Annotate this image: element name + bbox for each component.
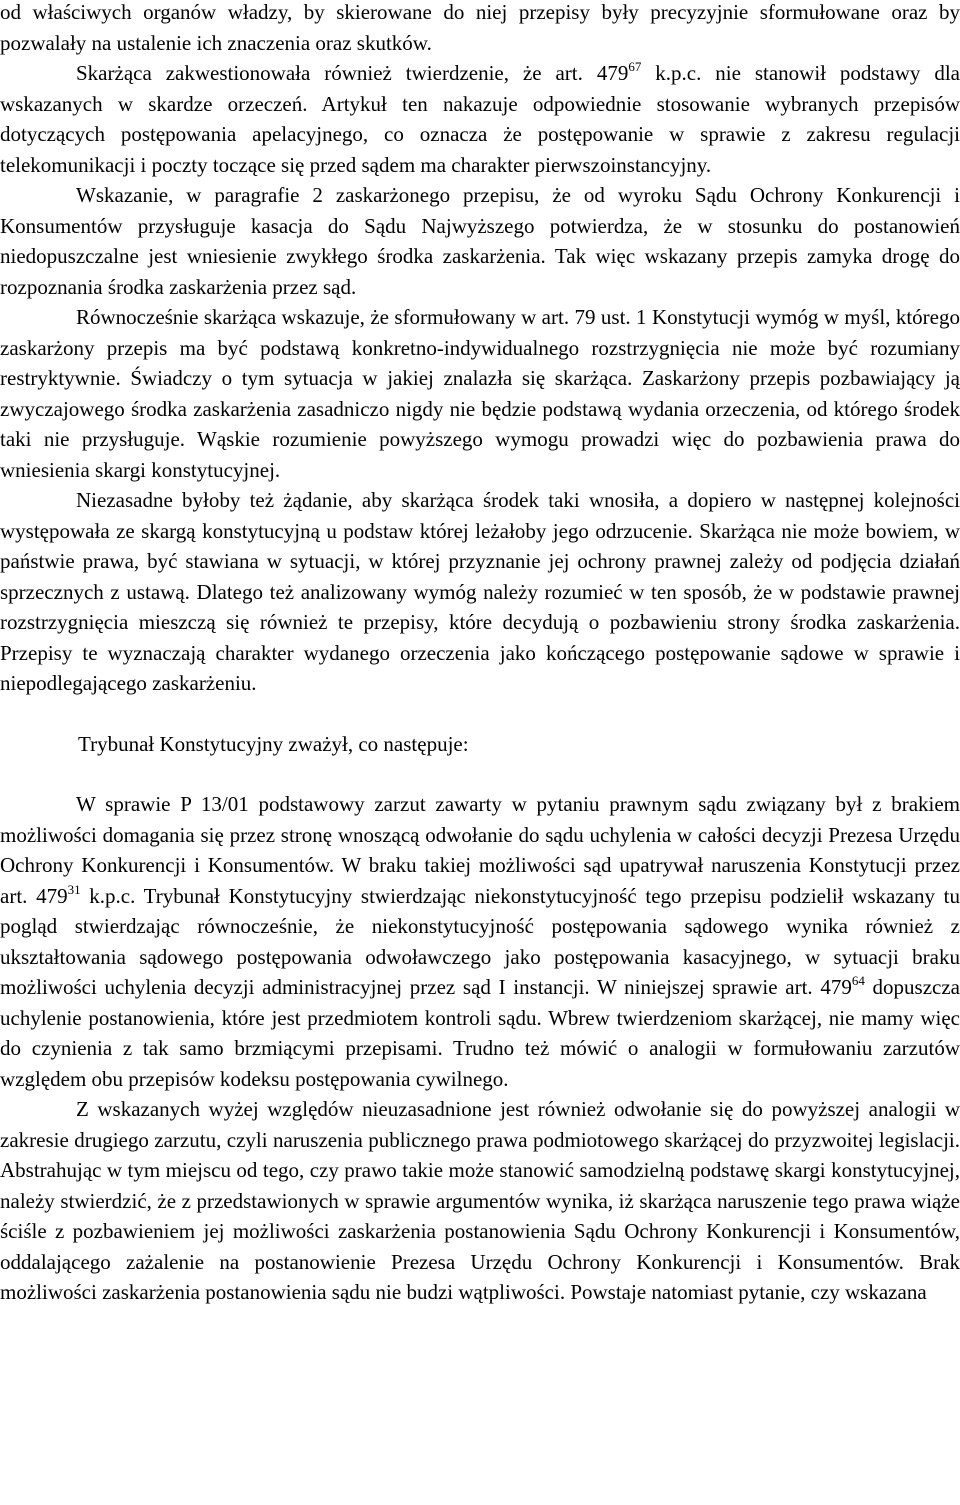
paragraph-7 xyxy=(0,1094,960,1308)
paragraph-1-text: od właściwych organów władzy, by skierowane do niej przepisy były precyzyjnie sformułowane oraz by pozwalały na ustalenie ich znaczenia oraz skutków. xyxy=(0,0,960,55)
paragraph-5-text: Niezasadne byłoby też żądanie, aby skarżąca środek taki wnosiła, a dopiero w następnej kolejności występowała ze skargą konstytucyjną u podstaw której leżałoby jego odrzucenie. Skarżąca nie może bowiem, w państwie prawa, być stawiana w sytuacji, w której przyznanie jej ochrony prawnej zależy od podjęcia działań sprzecznych z ustawą. Dlatego też analizowany wymóg należy rozumieć w ten sposób, że w podstawie prawnej rozstrzygnięcia mieszczą się również te przepisy, które decydują o pozbawieniu strony środka zaskarżenia. Przepisy te wyznaczają charakter wydanego orzeczenia jako kończącego postępowanie sądowe w sprawie i niepodlegającego zaskarżeniu. xyxy=(0,488,960,695)
paragraph-4 xyxy=(0,302,960,485)
paragraph-2 xyxy=(0,58,960,180)
blank-line xyxy=(0,699,960,729)
blank-line xyxy=(0,759,960,789)
paragraph-5 xyxy=(0,485,960,699)
paragraph-1 xyxy=(0,0,960,58)
paragraph-6-text-b: k.p.c. Trybunał Konstytucyjny stwierdzając niekonstytucyjność tego przepisu podzielił wskazany tu pogląd stwierdzając równocześnie, że niekonstytucyjność postępowania sądowego wynika również z ukształtowania sądowego postępowania odwoławczego jako postępowania kasacyjnego, w sytuacji braku możliwości uchylenia decyzji administracyjnej przez sąd I instancji. W niniejszej sprawie art. 479 xyxy=(0,883,960,999)
paragraph-3-text: Wskazanie, w paragrafie 2 zaskarżonego przepisu, że od wyroku Sądu Ochrony Konkurencji i Konsumentów przysługuje kasacja do Sądu Najwyższego potwierdza, że w stosunku do postanowień niedopuszczalne jest wniesienie zwykłego środka zaskarżenia. Tak więc wskazany przepis zamyka drogę do rozpoznania środka zaskarżenia przez sąd. xyxy=(0,183,960,299)
paragraph-6 xyxy=(0,789,960,1094)
superscript-64: 64 xyxy=(851,973,865,988)
paragraph-3 xyxy=(0,180,960,302)
paragraph-7-text: Z wskazanych wyżej względów nieuzasadnione jest również odwołanie się do powyższej analogii w zakresie drugiego zarzutu, czyli naruszenia publicznego prawa podmiotowego skarżącej do przyzwoitej legislacji. Abstrahując w tym miejscu od tego, czy prawo takie może stanowić samodzielną podstawę skargi konstytucyjnej, należy stwierdzić, że z przedstawionych w sprawie argumentów wynika, iż skarżąca naruszenie tego prawa wiąże ściśle z pozbawieniem jej możliwości zaskarżenia postanowienia Sądu Ochrony Konkurencji i Konsumentów, oddalającego zażalenie na postanowienie Prezesa Urzędu Ochrony Konkurencji i Konsumentów. Brak możliwości zaskarżenia postanowienia sądu nie budzi wątpliwości. Powstaje natomiast pytanie, czy wskazana xyxy=(0,1097,960,1304)
section-heading: Trybunał Konstytucyjny zważył, co następuje: xyxy=(78,731,469,756)
superscript-67: 67 xyxy=(628,59,642,74)
paragraph-2-text-a: Skarżąca zakwestionowała również twierdzenie, że art. 479 xyxy=(76,61,629,85)
paragraph-6-text-c: dopuszcza uchylenie postanowienia, które jest przedmiotem kontroli sądu. Wbrew twierdzeniom skarżącej, nie mamy więc do czynienia z tak samo brzmiącymi przepisami. Trudno też mówić o analogii w formułowaniu zarzutów względem obu przepisów kodeksu postępowania cywilnego. xyxy=(0,975,960,1091)
paragraph-2-text-b: k.p.c. nie stanowił podstawy dla wskazanych w skardze orzeczeń. Artykuł ten nakazuje odpowiednie stosowanie wybranych przepisów dotyczących postępowania apelacyjnego, co oznacza że postępowanie w sprawie z zakresu regulacji telekomunikacji i poczty toczące się przed sądem ma charakter pierwszoinstancyjny. xyxy=(0,61,960,177)
paragraph-4-text: Równocześnie skarżąca wskazuje, że sformułowany w art. 79 ust. 1 Konstytucji wymóg w myśl, którego zaskarżony przepis ma być podstawą konkretno-indywidualnego rozstrzygnięcia nie może być rozumiany restryktywnie. Świadczy o tym sytuacja w jakiej znalazła się skarżąca. Zaskarżony przepis pozbawiający ją zwyczajowego środka zaskarżenia zasadniczo nigdy nie będzie podstawą wydania orzeczenia, od którego środek taki nie przysługuje. Wąskie rozumienie powyższego wymogu prowadzi więc do pozbawienia prawa do wniesienia skargi konstytucyjnej. xyxy=(0,305,960,482)
superscript-31: 31 xyxy=(67,881,81,897)
paragraph-6-text-a: W sprawie P 13/01 podstawowy zarzut zawarty w pytaniu prawnym sądu związany był z brakiem możliwości domagania się przez stronę wnoszącą odwołanie do sądu uchylenia w całości decyzji Prezesa Urzędu Ochrony Konkurencji i Konsumentów. W braku takiej możliwości sąd upatrywał naruszenia Konstytucji przez art. 479 xyxy=(0,792,960,908)
